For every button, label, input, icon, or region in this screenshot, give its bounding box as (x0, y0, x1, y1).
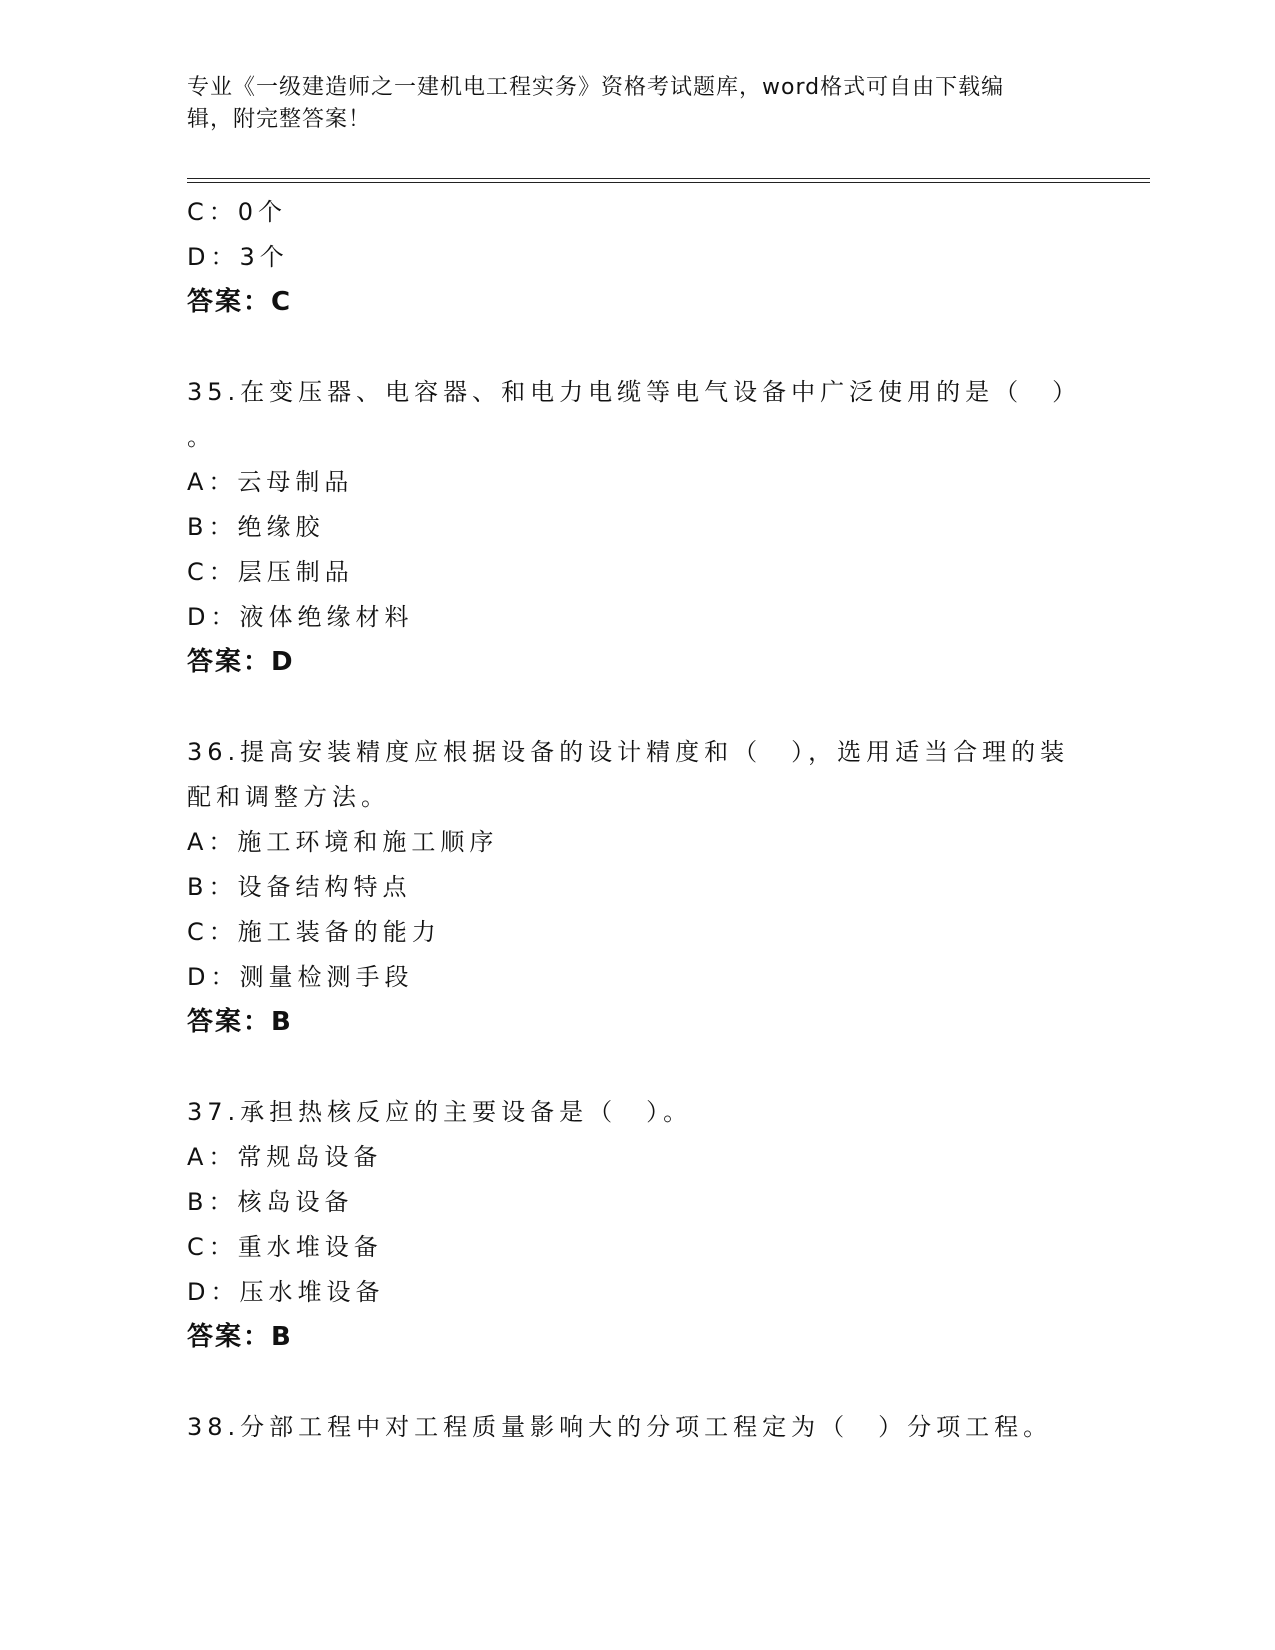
answer: 答案：B (187, 1007, 293, 1037)
option-c: C：重水堆设备 (187, 1233, 383, 1261)
option-c: C：0个 (187, 198, 288, 226)
question-36 (187, 730, 1087, 1045)
option-b: B：绝缘胶 (187, 513, 325, 541)
option-d: D：压水堆设备 (187, 1278, 385, 1306)
option-d: D：液体绝缘材料 (187, 603, 414, 631)
question-37 (187, 1090, 1087, 1360)
answer: 答案：B (187, 1322, 293, 1352)
header-line-2: 辑，附完整答案！ (187, 107, 372, 132)
answer: 答案：D (187, 647, 295, 677)
option-d: D：3个 (187, 243, 289, 271)
answer: 答案：C (187, 287, 293, 317)
option-a: A：常规岛设备 (187, 1143, 383, 1171)
question-stem-line-2: 配和调整方法。 (187, 783, 390, 811)
option-a: A：云母制品 (187, 468, 354, 496)
spacer (187, 325, 1087, 370)
question-stem-line-2: 。 (187, 423, 216, 451)
spacer (187, 1045, 1087, 1090)
question-stem-line-1: 36.提高安装精度应根据设备的设计精度和（ ），选用适当合理的装 (187, 738, 1070, 766)
question-list (187, 190, 1087, 1450)
document-header (187, 72, 1087, 136)
question-35 (187, 370, 1087, 685)
option-d: D：测量检测手段 (187, 963, 414, 991)
header-divider-top (187, 178, 1150, 179)
option-a: A：施工环境和施工顺序 (187, 828, 499, 856)
spacer (187, 1360, 1087, 1405)
question-stem-line-1: 35.在变压器、电容器、和电力电缆等电气设备中广泛使用的是（ ） (187, 378, 1082, 406)
question-stem: 37.承担热核反应的主要设备是（ ）。 (187, 1098, 693, 1126)
option-c: C：施工装备的能力 (187, 918, 441, 946)
spacer (187, 685, 1087, 730)
header-divider-bottom (187, 182, 1150, 183)
question-34 (187, 190, 1087, 325)
question-38 (187, 1405, 1087, 1450)
option-b: B：核岛设备 (187, 1188, 354, 1216)
header-line-1: 专业《一级建造师之一建机电工程实务》资格考试题库，word格式可自由下载编 (187, 75, 1005, 100)
option-b: B：设备结构特点 (187, 873, 412, 901)
question-stem: 38.分部工程中对工程质量影响大的分项工程定为（ ）分项工程。 (187, 1413, 1053, 1441)
option-c: C：层压制品 (187, 558, 354, 586)
